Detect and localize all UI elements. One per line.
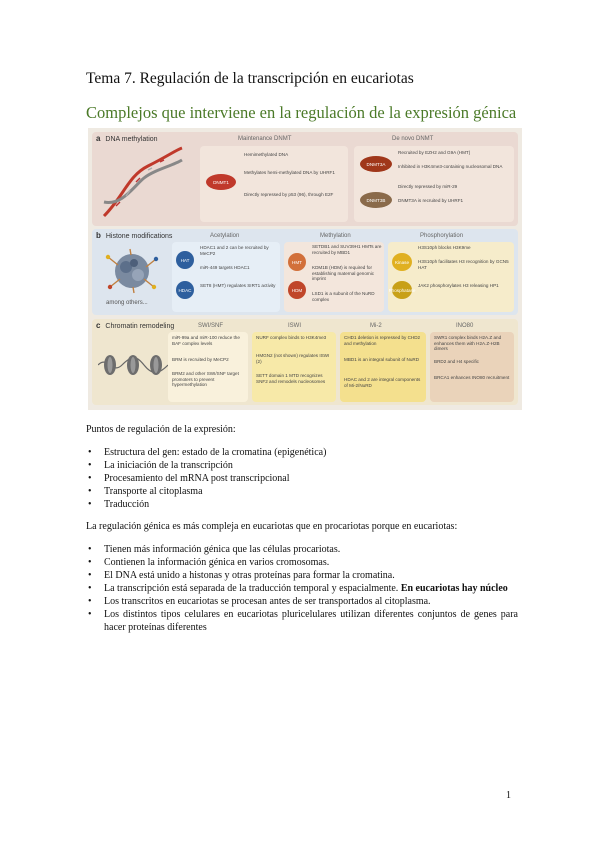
- ino80-text-2: BRD2 and H4 specific: [434, 359, 479, 364]
- methylation-header: Methylation: [320, 233, 351, 239]
- dnmt3a-node: DNMT3A: [360, 156, 392, 172]
- swi-snf-text-2: BRM is recruited by MeCP2: [172, 357, 229, 362]
- methylation-text-3: LSD1 is a subunit of the NuRD complex: [312, 291, 375, 302]
- ino80-text-1: SWR1 complex binds H2A.Z and enhances them with H2A.Z-H2B dimers: [434, 335, 502, 352]
- dnmt1-node: DNMT1: [206, 174, 236, 190]
- among-others-label: among others...: [106, 300, 148, 306]
- acetylation-text-1: HDAC1 and 2 can be recruited by MeCP2: [200, 245, 269, 256]
- nucleosome-icon: [100, 247, 164, 295]
- panel-histone-modifications: [92, 229, 518, 315]
- hat-node: HAT: [176, 251, 194, 269]
- panel-dna-methylation: [92, 132, 518, 226]
- nucleosome-array-icon: [98, 345, 168, 385]
- swi-snf-text-3: BRM2 and other SWI/SNF target promoters to prevent hypermethylation: [172, 371, 239, 388]
- regulation-points-list: [86, 446, 518, 511]
- mi2-text-2: MBD1 is an integral subunit of NuRD: [344, 357, 420, 362]
- maintenance-dnmt-header: Maintenance DNMT: [238, 136, 292, 142]
- methylation-text-2: KDM1B (HDM) is required for establishing maternal genomic imprint: [312, 265, 375, 282]
- list-item: • Estructura del gen: estado de la cromatina (epigenética): [86, 446, 518, 459]
- maintenance-text-1: Hemimethylated DNA: [244, 152, 289, 157]
- hmt-node: HMT: [288, 253, 306, 271]
- panel-a-title: DNA methylation: [105, 136, 158, 143]
- iswi-text-1: NURF complex binds to H3K4me3: [256, 335, 327, 340]
- list-item: • Tienen más información génica que las células procariotas.: [86, 543, 518, 556]
- maintenance-text-3: Directly repressed by p53 (96), through E2F: [244, 192, 334, 197]
- hdm-node: HDM: [288, 281, 306, 299]
- de-novo-text-4: DNMT3A is recruited by UHRF1: [398, 198, 464, 203]
- phosphatase-node: Phosphatase: [392, 281, 412, 299]
- iswi-box: [252, 332, 336, 402]
- list-item: [86, 582, 518, 595]
- phosphorylation-text-3: JAK2 phosphorylates H3 releasing HP1: [418, 283, 499, 288]
- section-subtitle: Complejos que interviene en la regulación de la expresión génica: [86, 103, 517, 122]
- kinase-node: Kinase: [392, 253, 412, 271]
- regulation-complexes-figure: [88, 128, 522, 410]
- dna-helix-icon: [98, 146, 186, 222]
- acetylation-header: Acetylation: [210, 233, 240, 239]
- de-novo-text-3: Directly repressed by miR-29: [398, 184, 458, 189]
- list-item: • Los transcritos en eucariotas se procesan antes de ser transportados al citoplasma.: [86, 595, 518, 608]
- de-novo-text-2: Inhibited in H3K4me3-containing nucleosomal DNA: [398, 164, 503, 169]
- panel-b-label: [96, 231, 172, 240]
- complexity-heading: La regulación génica es más compleja en eucariotas que en procariotas porque en eucariotas:: [86, 521, 458, 532]
- phosphorylation-text-2: H3S10ph facilitates H3 recognition by GCN5 HAT: [418, 259, 509, 270]
- list-item-emphasis: En eucariotas hay núcleo: [400, 583, 508, 594]
- panel-c-label: [96, 321, 174, 330]
- complexity-list: [86, 543, 518, 634]
- swi-snf-header: SWI/SNF: [198, 323, 223, 329]
- phosphorylation-header: Phosphorylation: [420, 233, 464, 239]
- mi2-text-3: HDAC and 2 are integral components of Mi-2/NuRD: [344, 377, 421, 388]
- phosphorylation-text-1: H3S10ph blocks H3K9me: [418, 245, 471, 250]
- list-item: • Transporte al citoplasma: [86, 485, 518, 498]
- panel-c-letter: c: [96, 321, 101, 330]
- list-item-text: La transcripción está separada de la traducción temporal y espacialmente.: [104, 583, 399, 594]
- panel-chromatin-remodeling: [92, 319, 518, 405]
- ino80-header: INO80: [456, 323, 474, 329]
- list-item: • Procesamiento del mRNA post transcripcional: [86, 472, 518, 485]
- panel-b-letter: b: [96, 231, 101, 240]
- methylation-text-1: SETDB1 and SUV39H1 HMTs are recruited by MBD1: [312, 244, 382, 255]
- list-item: • La iniciación de la transcripción: [86, 459, 518, 472]
- list-item: • Traducción: [86, 498, 518, 511]
- regulation-points-heading: Puntos de regulación de la expresión:: [86, 424, 236, 435]
- hdac-node: HDAC: [176, 281, 194, 299]
- acetylation-text-3: SET8 (HMT) regulates SIRT1 activity: [200, 283, 276, 288]
- de-novo-text-1: Recruited by EZH2 and G9A (HMT): [398, 150, 471, 155]
- panel-c-title: Chromatin remodeling: [105, 323, 175, 330]
- acetylation-text-2: miR-449 targets HDAC1: [200, 265, 250, 270]
- panel-a-label: [96, 134, 158, 143]
- iswi-text-2: HMGN2 (not shown) regulates ISWI (2): [256, 353, 330, 364]
- dnmt3b-node: DNMT3B: [360, 192, 392, 208]
- phosphorylation-box: [388, 242, 514, 312]
- panel-b-title: Histone modifications: [105, 233, 173, 240]
- list-item: • El DNA está unido a histonas y otras proteínas para formar la cromatina.: [86, 569, 518, 582]
- de-novo-dnmt-header: De novo DNMT: [392, 136, 434, 142]
- iswi-header: ISWI: [288, 323, 301, 329]
- panel-a-letter: a: [96, 134, 101, 143]
- maintenance-text-2: Methylates hemi-methylated DNA by UHRF1: [244, 170, 335, 175]
- mi2-text-1: CHD1 deletion is repressed by CHD2 and methylation: [344, 335, 421, 346]
- page-title: Tema 7. Regulación de la transcripción en eucariotas: [86, 70, 414, 87]
- swi-snf-text-1: miR-99a and miR-100 reduce the BAF complex levels: [172, 335, 240, 346]
- mi2-header: Mi-2: [370, 323, 382, 329]
- ino80-text-3: BRCA1 enhances INO80 recruitment: [434, 375, 510, 380]
- list-item: • Los distintos tipos celulares en eucariotas pluricelulares utilizan diferentes conjuntos de genes para hacer proteínas diferentes: [86, 608, 518, 634]
- list-item: • Contienen la información génica en varios cromosomas.: [86, 556, 518, 569]
- page-number: 1: [506, 790, 511, 801]
- iswi-text-3: SETT domain 1 MTD recognizes SNF2 and remodels nucleosomes: [256, 373, 326, 384]
